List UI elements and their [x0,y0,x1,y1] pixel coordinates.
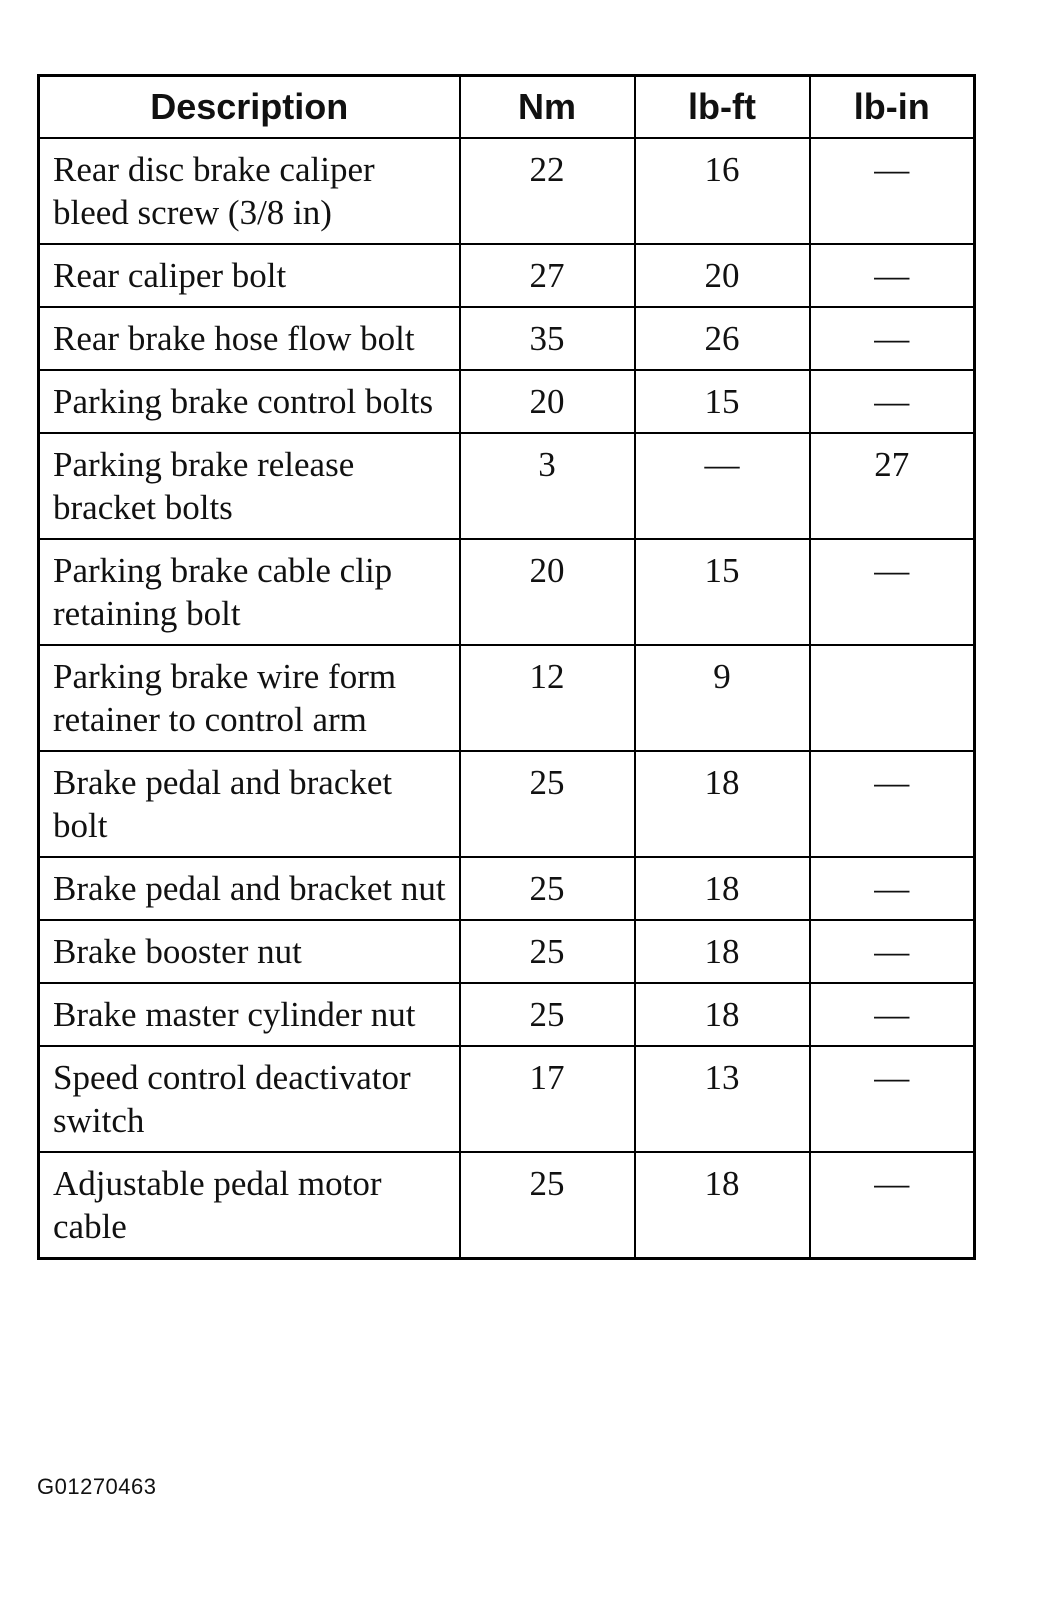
cell-lb-in: 27 [810,433,975,539]
cell-nm: 35 [460,307,635,370]
table-row [39,433,975,539]
cell-lb-in: — [810,751,975,857]
cell-lb-ft: 15 [635,539,810,645]
table-row [39,983,975,1046]
cell-lb-in: — [810,307,975,370]
cell-description: Brake booster nut [39,920,460,983]
cell-lb-ft: 16 [635,138,810,244]
table-row [39,244,975,307]
cell-lb-in [810,645,975,751]
cell-nm: 25 [460,983,635,1046]
cell-description: Rear brake hose flow bolt [39,307,460,370]
cell-lb-in: — [810,857,975,920]
cell-description: Parking brake cable clip retaining bolt [39,539,460,645]
cell-lb-ft: 15 [635,370,810,433]
torque-specification-table [37,74,976,1260]
figure-id: G01270463 [37,1474,157,1499]
cell-lb-in: — [810,138,975,244]
cell-nm: 25 [460,751,635,857]
table-row [39,307,975,370]
cell-nm: 25 [460,920,635,983]
cell-description: Rear disc brake caliper bleed screw (3/8 in) [39,138,460,244]
cell-description: Brake pedal and bracket nut [39,857,460,920]
cell-lb-ft: 18 [635,920,810,983]
table-row [39,1046,975,1152]
table-row [39,1152,975,1259]
cell-nm: 20 [460,539,635,645]
cell-description: Adjustable pedal motor cable [39,1152,460,1259]
cell-nm: 20 [460,370,635,433]
cell-nm: 17 [460,1046,635,1152]
cell-lb-ft: 18 [635,1152,810,1259]
cell-lb-in: — [810,370,975,433]
cell-lb-ft: — [635,433,810,539]
cell-description: Brake pedal and bracket bolt [39,751,460,857]
table-row [39,857,975,920]
cell-lb-ft: 18 [635,857,810,920]
cell-lb-in: — [810,1152,975,1259]
cell-lb-in: — [810,244,975,307]
cell-nm: 25 [460,857,635,920]
cell-lb-ft: 18 [635,751,810,857]
cell-description: Parking brake wire form retainer to control arm [39,645,460,751]
table-row [39,539,975,645]
cell-nm: 27 [460,244,635,307]
table-body [39,138,975,1259]
table-row [39,138,975,244]
cell-description: Brake master cylinder nut [39,983,460,1046]
cell-lb-ft: 18 [635,983,810,1046]
cell-nm: 22 [460,138,635,244]
cell-lb-in: — [810,983,975,1046]
cell-description: Parking brake release bracket bolts [39,433,460,539]
cell-lb-ft: 26 [635,307,810,370]
table-row [39,370,975,433]
cell-lb-ft: 20 [635,244,810,307]
table-row [39,645,975,751]
table-row [39,920,975,983]
column-header-description: Description [39,76,460,139]
cell-lb-in: — [810,1046,975,1152]
column-header-lb-in: lb-in [810,76,975,139]
cell-description: Rear caliper bolt [39,244,460,307]
table-header-row [39,76,975,139]
column-header-lb-ft: lb-ft [635,76,810,139]
cell-lb-in: — [810,539,975,645]
cell-lb-ft: 9 [635,645,810,751]
cell-nm: 3 [460,433,635,539]
cell-nm: 25 [460,1152,635,1259]
cell-nm: 12 [460,645,635,751]
cell-description: Parking brake control bolts [39,370,460,433]
cell-lb-ft: 13 [635,1046,810,1152]
table-row [39,751,975,857]
cell-lb-in: — [810,920,975,983]
cell-description: Speed control deactivator switch [39,1046,460,1152]
column-header-nm: Nm [460,76,635,139]
